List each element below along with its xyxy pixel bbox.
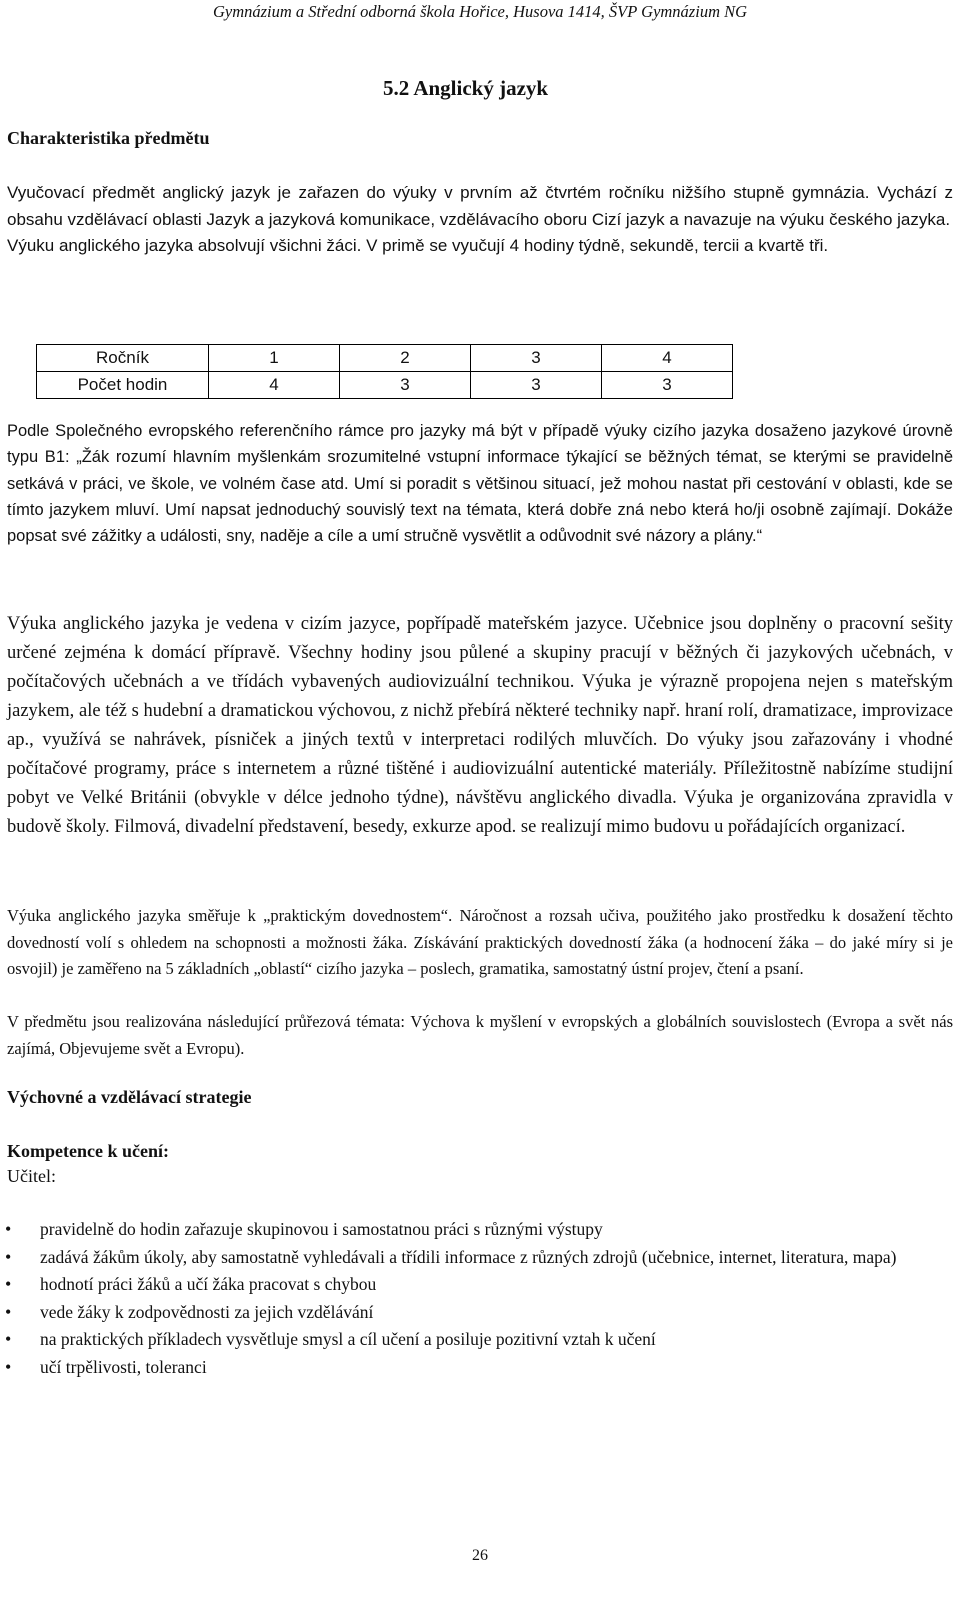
teaching-paragraph: Výuka anglického jazyka je vedena v cizím jazyce, popřípadě mateřském jazyce. Učebnice jsou doplněny o pracovní sešity určené zejména k domácí přípravě. Všechny hodiny jsou půlené a skupiny pracují v běžných či jazykových učebnách, v počítačových učebnách a ve třídách vybavených audiovizuální technikou. Výuka je výrazně propojena nejen s mateřským jazykem, ale též s hudební a dramatickou výchovou, z nichž přebírá některé techniky např. hraní rolí, dramatizace, improvizace ap., využívá se nahrávek, písniček a jiných textů v interpretaci rodilých mluvčích. Do výuky jsou zařazovány i vhodné počítačové programy, práce s internetem a různé tištěné i audiovizuální autentické materiály. Příležitostně nabízíme studijní pobyt ve Velké Británii (obvykle v délce jednoho týdne), návštěvu anglického divadla. Výuka je organizována zpravidla v budově školy. Filmová, divadelní představení, besedy, exkurze apod. se realizují mimo budovu u pořádajících organizací. <box>7 614 953 837</box>
table-cell: 3 <box>471 345 602 372</box>
page-number: 26 <box>472 1547 488 1564</box>
table-cell: 4 <box>602 345 733 372</box>
intro-paragraph <box>7 180 953 260</box>
list-item-text: na praktických příkladech vysvětluje smysl a cíl učení a posiluje pozitivní vztah k učení <box>40 1329 656 1349</box>
intro-text-2: Výuku anglického jazyka absolvují všichni žáci. V primě se vyučují 4 hodiny týdně, sekundě, tercii a kvartě tři. <box>7 236 829 255</box>
cefr-paragraph: Podle Společného evropského referenčního rámce pro jazyky má být v případě výuky cizího jazyka dosaženo jazykové úrovně typu B1: „Žák rozumí hlavním myšlenkám srozumitelné vstupní informace týkající se běžných témat, se kterými se pravidelně setkává v práci, ve škole, ve volném čase atd. Umí si poradit s většinou situací, jež mohou nastat při cestování v oblasti, kde se tímto jazykem mluví. Umí napsat jednoduchý souvislý text na témata, která dobře zná nebo která ho/ji osobně zajímají. Dokáže popsat své zážitky a události, sny, naděje a cíle a umí stručně vysvětlit a odůvodnit své názory a plány.“ <box>7 422 953 546</box>
table-cell: 3 <box>602 372 733 399</box>
teacher-label: Učitel: <box>7 1166 56 1186</box>
table-cell: Ročník <box>37 345 209 372</box>
bullet-icon: • <box>5 1274 12 1294</box>
bullet-icon: • <box>5 1329 12 1349</box>
table-row <box>37 372 733 399</box>
table-cell: 4 <box>209 372 340 399</box>
list-item-text: hodnotí práci žáků a učí žáka pracovat s chybou <box>40 1274 377 1294</box>
bullet-icon: • <box>5 1246 12 1267</box>
bullet-icon: • <box>5 1301 12 1322</box>
bullet-icon: • <box>5 1356 12 1377</box>
list-item <box>0 1216 940 1243</box>
themes-paragraph: V předmětu jsou realizována následující průřezová témata: Výchova k myšlení v evropských a globálních souvislostech (Evropa a svět nás zajímá, Objevujeme svět a Evropu). <box>7 1012 953 1058</box>
table-row <box>37 345 733 372</box>
list-item-text: učí trpělivosti, toleranci <box>40 1356 207 1377</box>
table-cell: 3 <box>340 372 471 399</box>
page-header: Gymnázium a Střední odborná škola Hořice, Husova 1414, ŠVP Gymnázium NG <box>212 2 748 21</box>
table-cell: 3 <box>471 372 602 399</box>
list-item-text: pravidelně do hodin zařazuje skupinovou i samostatnou práci s různými výstupy <box>40 1219 603 1239</box>
intro-text-1: Vyučovací předmět anglický jazyk je zařazen do výuky v prvním až čtvrtém ročníku nižšího stupně gymnázia. Vychází z obsahu vzdělávací oblasti Jazyk a jazyková komunikace, vzdělávacího oboru Cizí jazyk a navazuje na výuku českého jazyka. <box>7 183 953 229</box>
list-item-text: zadává žákům úkoly, aby samostatně vyhledávali a třídili informace z různých zdrojů (učebnice, internet, literatura, mapa) <box>40 1246 897 1267</box>
strategy-list <box>0 1216 940 1381</box>
bullet-icon: • <box>5 1219 12 1239</box>
competence-heading: Kompetence k učení: <box>7 1141 169 1161</box>
list-item-text: vede žáky k zodpovědnosti za jejich vzdělávání <box>40 1301 374 1322</box>
list-item <box>0 1299 940 1326</box>
list-item <box>0 1271 940 1298</box>
list-item <box>0 1244 940 1271</box>
hours-table <box>36 344 733 399</box>
table-cell: 2 <box>340 345 471 372</box>
table-cell: 1 <box>209 345 340 372</box>
list-item <box>0 1354 940 1381</box>
strategies-heading: Výchovné a vzdělávací strategie <box>7 1087 252 1107</box>
table-cell: Počet hodin <box>37 372 209 399</box>
skills-paragraph: Výuka anglického jazyka směřuje k „praktickým dovednostem“. Náročnost a rozsah učiva, použitého jako prostředku k dosažení těchto dovedností volí s ohledem na schopnosti a možnosti žáka. Získávání praktických dovedností žáka (a hodnocení žáka – do jaké míry si je osvojil) je zaměřeno na 5 základních „oblastí“ cizího jazyka – poslech, gramatika, samostatný ústní projev, čtení a psaní. <box>7 906 953 978</box>
section-title: 5.2 Anglický jazyk <box>383 76 549 100</box>
characteristics-heading: Charakteristika předmětu <box>7 128 210 148</box>
list-item <box>0 1326 940 1353</box>
